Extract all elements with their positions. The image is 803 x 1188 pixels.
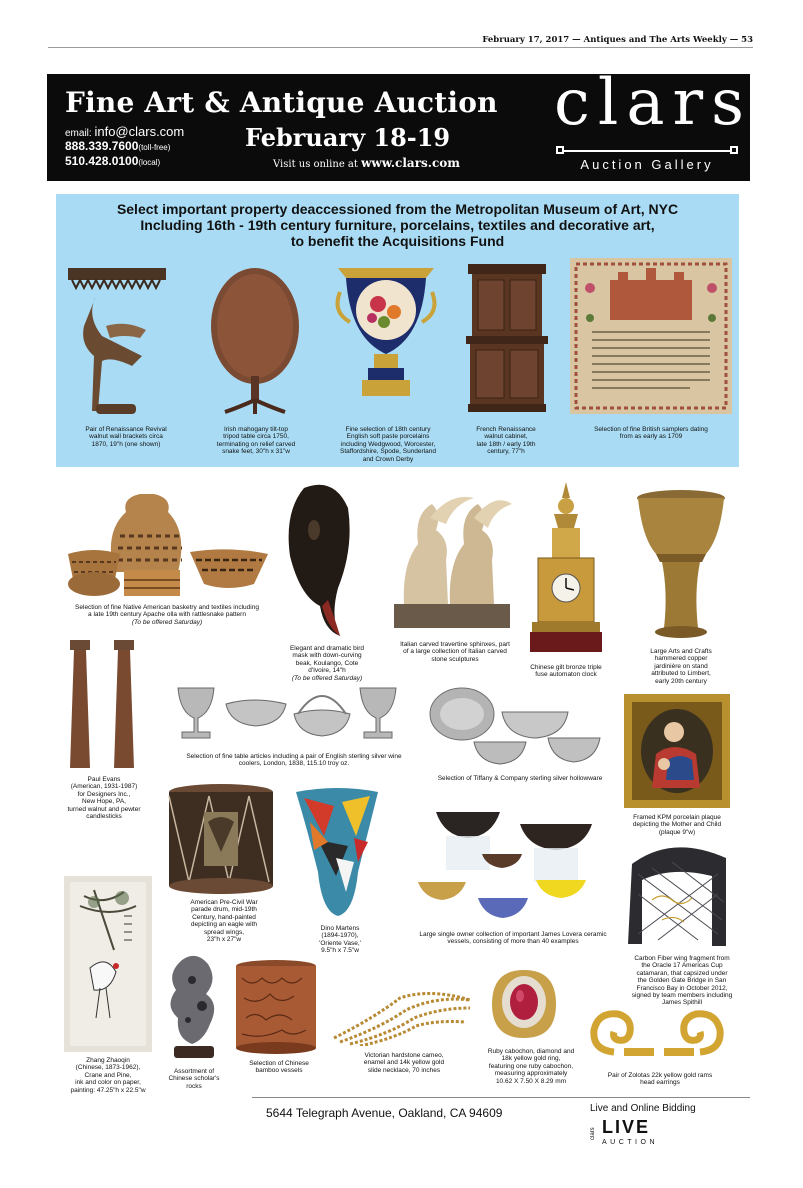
caption-line: Elegant and dramatic bird <box>289 645 365 652</box>
caption-walnut-candlesticks <box>54 776 154 820</box>
caption-line: d'Ivoire, 14"h <box>308 667 346 675</box>
caption-line: painting: 47.25"h x 22.5"w <box>70 1086 146 1094</box>
phone-tollfree-note: (toll-free) <box>138 143 171 152</box>
caption-tiffany-silver <box>420 775 620 782</box>
caption-line: 9.5"h x 7.5"w <box>321 947 359 955</box>
clars-live-logo[interactable] <box>590 1116 710 1146</box>
caption-line: (plaque 9"w) <box>658 828 696 836</box>
caption-line: (1894-1970), <box>321 932 359 940</box>
caption-line: late 18th / early 19th <box>476 440 536 448</box>
caption-oriente-vase <box>302 925 378 955</box>
phone-local-number[interactable]: 510.428.0100 <box>65 154 139 168</box>
caption-line: hammered copper <box>654 655 708 663</box>
caption-line: Framed KPM porcelain plaque <box>633 814 721 821</box>
caption-porcelain-urn <box>328 426 448 463</box>
caption-line: turned walnut and pewter <box>67 805 141 813</box>
crane-pine-scroll-image[interactable] <box>64 876 152 1052</box>
caption-line: Selection of fine British samplers dating <box>594 426 708 433</box>
caption-line: tripod table circa 1750, <box>223 433 289 441</box>
caption-line: (Chinese, 1873-1962), <box>75 1064 141 1072</box>
caption-line: Chinese gilt bronze triple <box>530 664 602 671</box>
caption-line <box>272 675 382 682</box>
visit-prefix: Visit us online at <box>273 159 358 170</box>
caption-ruby-ring <box>476 1048 586 1085</box>
caption-line: (American, 1931-1987) <box>70 783 138 791</box>
bamboo-vessels-image[interactable] <box>232 958 320 1056</box>
caption-victorian-necklace <box>346 1052 462 1074</box>
sterling-silver-table-articles-image[interactable] <box>174 684 402 748</box>
caption-line: Century, hand-painted <box>192 913 256 921</box>
caption-line: Chinese scholar's <box>168 1075 220 1083</box>
lovera-ceramics-image[interactable] <box>416 806 598 924</box>
caption-line: Pair of Renaissance Revival <box>85 426 167 433</box>
logo-square-left <box>556 146 564 154</box>
caption-line: Selection of fine Native American basketry and textiles including <box>75 604 259 611</box>
copper-jardiniere-image[interactable] <box>634 488 728 640</box>
travertine-sphinxes-image[interactable] <box>390 488 514 632</box>
caption-copper-jardiniere <box>618 648 744 685</box>
offering-note: (To be offered Saturday) <box>131 618 203 626</box>
caption-line: including Wedgwood, Worcester, <box>340 440 436 448</box>
phone-tollfree-number[interactable]: 888.339.7600 <box>65 139 139 153</box>
oriente-vase-image[interactable] <box>294 788 380 920</box>
caption-scholars-rocks <box>154 1068 234 1090</box>
caption-carbon-fiber-wing <box>622 955 742 1007</box>
banner-title: Fine Art & Antique Auction <box>65 86 498 119</box>
footer-rule <box>252 1097 750 1098</box>
email-label: email: <box>65 128 92 139</box>
caption-bird-mask <box>272 645 382 682</box>
caption-line: for Designers Inc., <box>77 790 131 798</box>
caption-line: ink and color on paper, <box>75 1079 141 1087</box>
logo-word: clars <box>554 66 752 140</box>
caption-line: of a large collection of Italian carved <box>403 648 507 656</box>
caption-line: Selection of Tiffany & Company sterling silver hollowware <box>437 775 603 782</box>
caption-wall-bracket <box>66 426 186 448</box>
caption-line: mask with down-curving <box>292 652 362 660</box>
caption-line: Francisco Bay in October 2012, <box>636 984 728 992</box>
caption-line: candlesticks <box>86 813 122 821</box>
caption-line: the Golden Gate Bridge in San <box>637 977 727 985</box>
caption-line: Fine selection of 18th century <box>345 426 431 433</box>
caption-line: 10.62 X 7.50 X 8.29 mm <box>495 1077 567 1085</box>
scholars-rocks-image[interactable] <box>162 950 226 1064</box>
caption-line: head earrings <box>640 1079 680 1087</box>
caption-line: parade drum, mid-19th <box>191 906 257 914</box>
caption-line: Large Arts and Crafts <box>650 648 712 655</box>
caption-line: Dino Martens <box>320 925 360 932</box>
caption-line: Ruby cabochon, diamond and <box>487 1048 575 1055</box>
logo-square-right <box>730 146 738 154</box>
caption-line: Selection of fine table articles including a pair of English sterling silver wine <box>186 753 402 760</box>
caption-line: walnut cabinet, <box>484 433 528 441</box>
caption-line: Selection of Chinese <box>249 1060 309 1067</box>
email-address[interactable]: info@clars.com <box>94 124 185 139</box>
caption-line: attributed to Limbert, <box>651 670 711 678</box>
phone-tollfree[interactable] <box>65 139 170 155</box>
caption-line: terminating on relief carved <box>216 440 296 448</box>
kpm-plaque-image[interactable] <box>624 694 730 808</box>
caption-line: depicting the Mother and Child <box>632 821 722 829</box>
tilt-top-table-image[interactable] <box>206 266 304 416</box>
caption-line: English soft paste porcelains <box>346 433 430 441</box>
caption-line: beak, Koulango, Cote <box>295 659 359 667</box>
logo-rule <box>560 150 736 152</box>
caption-line: Carbon Fiber wing fragment from <box>634 955 730 962</box>
caption-line: 'Oriente Vase,' <box>319 939 361 947</box>
caption-walnut-cabinet <box>446 426 566 456</box>
wall-bracket-image[interactable] <box>66 266 168 416</box>
porcelain-urn-image[interactable] <box>334 262 438 412</box>
caption-crane-pine-scroll <box>52 1057 164 1094</box>
website-link[interactable]: www.clars.com <box>361 156 460 170</box>
caption-line: snake feet, 30"h x 31"w <box>222 448 290 456</box>
offering-note: (To be offered Saturday) <box>291 674 363 682</box>
caption-lovera-ceramics <box>400 931 626 946</box>
caption-native-basketry <box>58 604 276 626</box>
caption-line: Zhang Zhaoqin <box>86 1057 130 1064</box>
caption-line: century, 77"h <box>487 448 525 456</box>
caption-bamboo-vessels <box>234 1060 324 1075</box>
native-basketry-image[interactable] <box>64 492 270 600</box>
caption-line: Large single owner collection of important James Lovera ceramic <box>419 931 607 938</box>
auction-dates: February 18-19 <box>245 123 451 152</box>
caption-line: French Renaissance <box>476 426 536 433</box>
victorian-necklace-image[interactable] <box>330 986 474 1046</box>
visit-line <box>273 156 460 170</box>
caption-line: walnut wall brackets circa <box>89 433 163 441</box>
caption-line: a late 19th century Apache olla with rattlesnake pattern <box>88 611 246 619</box>
caption-tilt-top-table <box>196 426 316 456</box>
live-logo-word: LIVE <box>602 1117 651 1137</box>
caption-sterling-silver-table-articles <box>168 753 420 768</box>
caption-line: from as early as 1709 <box>619 433 683 441</box>
sampler-image[interactable] <box>570 258 732 414</box>
caption-sampler <box>576 426 726 441</box>
clars-logo[interactable] <box>552 66 752 178</box>
met-headline-line: Select important property deaccessioned from the Metropolitan Museum of Art, NYC <box>116 201 679 217</box>
parade-drum-image[interactable] <box>166 782 276 896</box>
caption-line: Irish mahogany tilt-top <box>224 426 288 433</box>
caption-kpm-plaque <box>616 814 738 836</box>
zolotas-earrings-image[interactable] <box>584 1008 734 1068</box>
walnut-cabinet-image[interactable] <box>464 262 550 414</box>
caption-line: 1870, 19"h (one shown) <box>91 440 161 448</box>
met-deaccession-section <box>56 194 739 467</box>
caption-line: vessels, consisting of more than 40 examples <box>447 938 579 946</box>
caption-line: 23"h x 27"w <box>206 936 242 944</box>
caption-line: Assortment of <box>173 1068 215 1075</box>
ruby-ring-image[interactable] <box>484 966 564 1042</box>
caption-line: James Spithill <box>661 999 703 1007</box>
tiffany-silver-image[interactable] <box>428 684 606 770</box>
caption-line: New Hope, PA, <box>82 798 126 806</box>
caption-line: bamboo vessels <box>255 1067 303 1075</box>
live-online-bidding-label: Live and Online Bidding <box>590 1103 696 1114</box>
caption-line: Italian carved travertine sphinxes, part <box>400 641 510 648</box>
caption-line: and Crown Derby <box>362 455 414 463</box>
automaton-clock-image[interactable] <box>528 480 604 656</box>
phone-local-note: (local) <box>138 158 161 167</box>
caption-line <box>58 619 276 626</box>
caption-zolotas-earrings <box>598 1072 722 1087</box>
met-headline-line: to benefit the Acquisitions Fund <box>290 233 505 249</box>
caption-parade-drum <box>174 899 274 943</box>
caption-line: enamel and 14k yellow gold <box>363 1059 445 1067</box>
caption-line: slide necklace, 70 inches <box>367 1066 441 1074</box>
caption-line: jardinière on stand <box>654 662 708 670</box>
caption-line: early 20th century <box>655 677 707 685</box>
caption-travertine-sphinxes <box>380 641 530 663</box>
caption-line: Staffordshire, Spode, Sunderland <box>339 448 436 456</box>
caption-line: the Oracle 17 Americas Cup <box>641 962 723 970</box>
gallery-address: 5644 Telegraph Avenue, Oakland, CA 94609 <box>266 1106 503 1120</box>
caption-line: Crane and Pine, <box>84 1071 132 1079</box>
met-headline <box>56 201 739 249</box>
caption-line: 18k yellow gold ring, <box>501 1055 561 1063</box>
caption-automaton-clock <box>516 664 616 679</box>
carbon-fiber-wing-image[interactable] <box>622 844 732 950</box>
caption-line: Pair of Zolotas 22k yellow gold rams <box>607 1072 713 1079</box>
caption-line: measuring approximately <box>494 1070 568 1078</box>
caption-line: depicting an eagle with <box>190 921 258 929</box>
running-head: February 17, 2017 — Antiques and The Arts Weekly — 53 <box>48 34 753 48</box>
met-headline-line: Including 16th - 19th century furniture, porcelains, textiles and decorative art, <box>140 217 655 233</box>
phone-local[interactable] <box>65 154 160 170</box>
caption-line: stone sculptures <box>431 655 479 663</box>
caption-line: catamaran, that capsized under <box>636 969 728 977</box>
caption-line: Victorian hardstone cameo, <box>364 1052 444 1059</box>
walnut-candlesticks-image[interactable] <box>66 638 142 770</box>
caption-line: American Pre-Civil War <box>190 899 258 906</box>
caption-line: signed by team members including <box>631 992 733 1000</box>
live-logo-auction: AUCTION <box>602 1139 658 1146</box>
caption-line: fuse automaton clock <box>535 671 597 679</box>
caption-line: featuring one ruby cabochon, <box>488 1062 574 1070</box>
bird-mask-image[interactable] <box>284 480 354 640</box>
caption-line: rocks <box>186 1082 202 1090</box>
caption-line: spread wings, <box>203 928 245 936</box>
caption-line: Paul Evans <box>87 776 121 783</box>
caption-line: coolers, London, 1838, 115.10 troy oz. <box>238 760 350 768</box>
auction-banner <box>47 66 752 181</box>
live-logo-side-text: clars <box>590 1127 596 1140</box>
logo-tagline: Auction Gallery <box>580 157 714 172</box>
